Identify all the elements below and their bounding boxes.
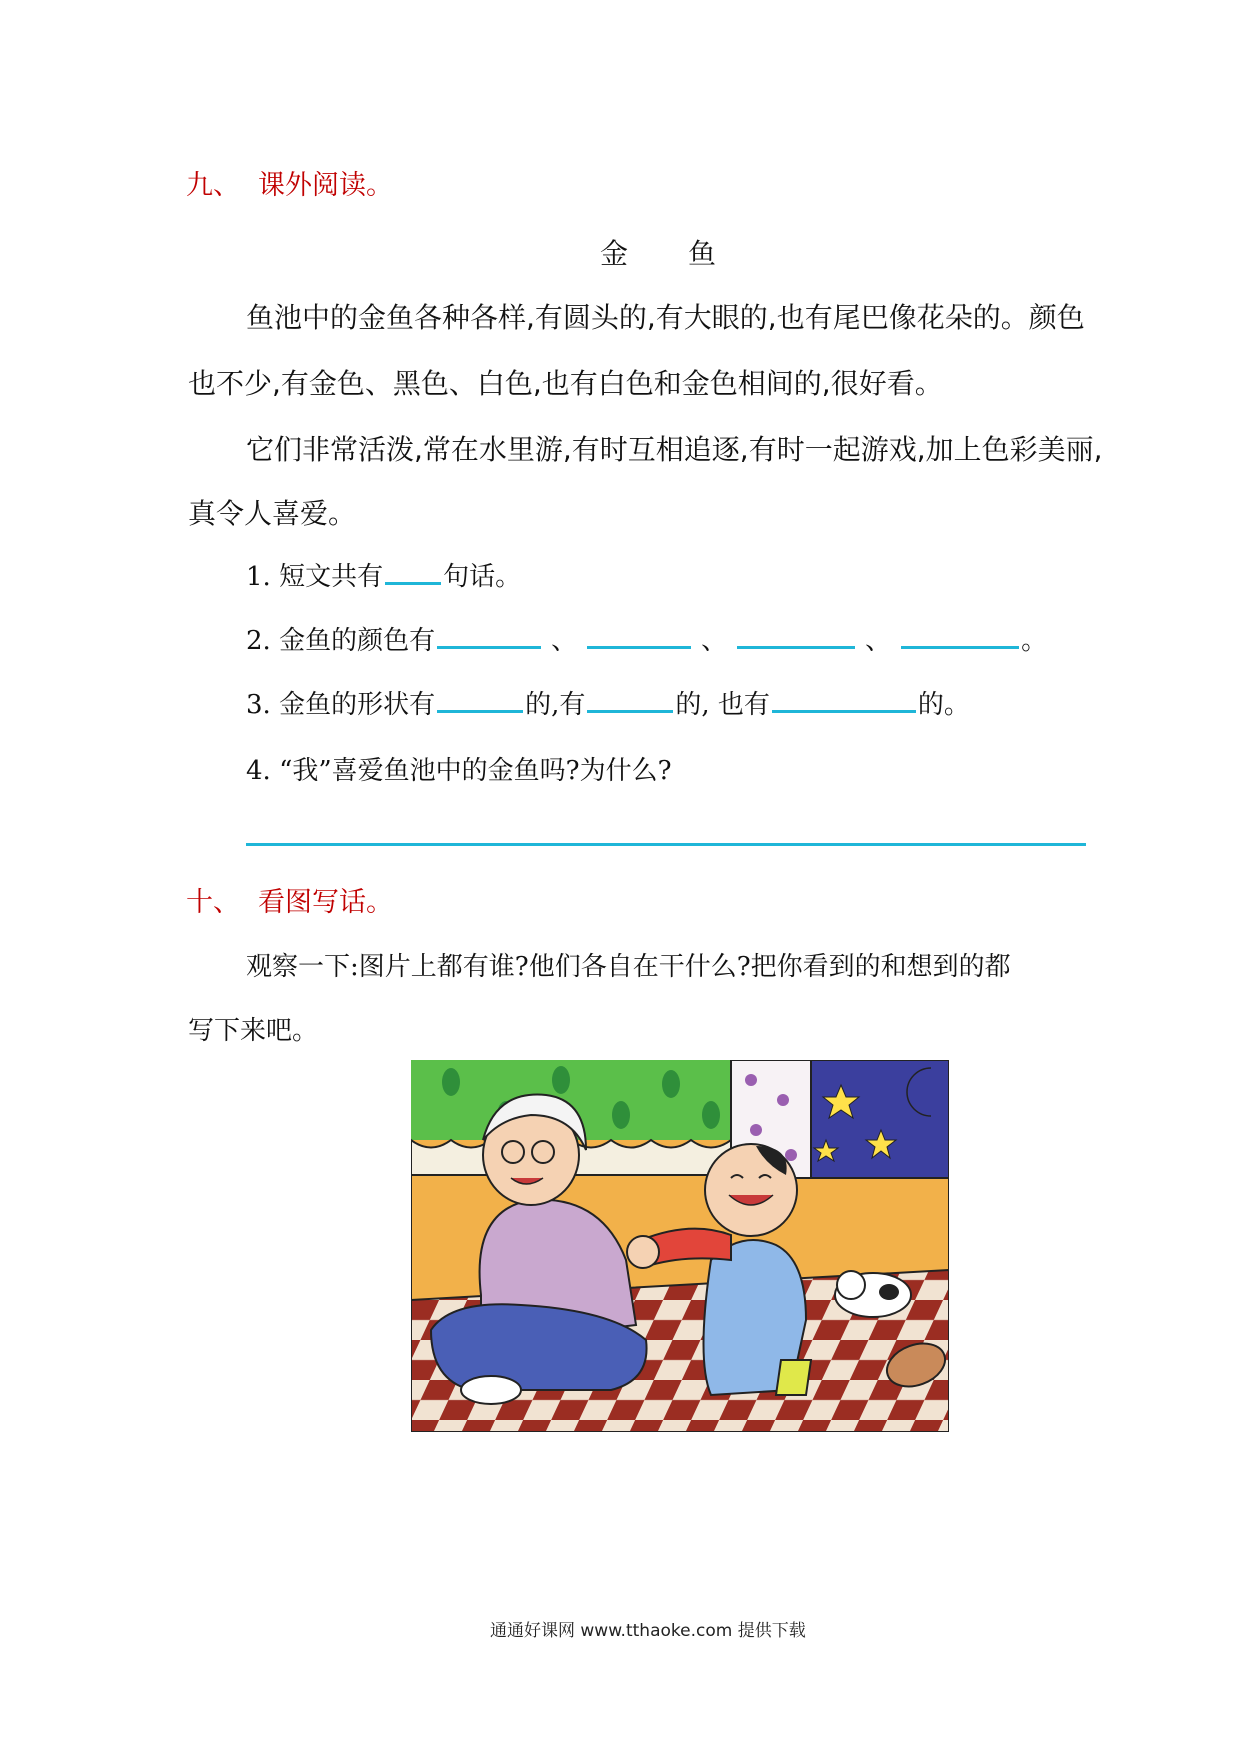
question-3 bbox=[246, 684, 970, 721]
question-3-end: 的。 bbox=[917, 690, 970, 720]
story-title-char-1: 金 bbox=[600, 237, 631, 270]
instruction-line-1: 观察一下:图片上都有谁?他们各自在干什么?把你看到的和想到的都 bbox=[246, 952, 1011, 982]
section-10-number: 十、 bbox=[186, 887, 240, 918]
question-2-separator: 、 bbox=[865, 626, 892, 656]
section-9-heading bbox=[186, 163, 393, 202]
answer-blank-color-2[interactable] bbox=[587, 620, 691, 649]
question-3-prefix: 3. 金鱼的形状有 bbox=[246, 690, 436, 720]
question-1-suffix: 句话。 bbox=[443, 562, 522, 592]
story-title bbox=[600, 232, 718, 272]
question-1-prefix: 1. 短文共有 bbox=[246, 562, 384, 592]
section-10-title: 看图写话。 bbox=[258, 887, 393, 918]
section-10-heading bbox=[186, 880, 393, 919]
paragraph-1-line-1: 鱼池中的金鱼各种各样,有圆头的,有大眼的,也有尾巴像花朵的。颜色 bbox=[246, 301, 1085, 334]
section-9-title: 课外阅读。 bbox=[258, 170, 393, 201]
question-1 bbox=[246, 556, 521, 593]
answer-blank-color-1[interactable] bbox=[437, 620, 541, 649]
answer-blank-shape-2[interactable] bbox=[587, 684, 673, 713]
question-2 bbox=[246, 620, 1047, 657]
story-title-char-2: 鱼 bbox=[688, 237, 719, 270]
question-2-separator: 、 bbox=[551, 626, 578, 656]
question-2-separator: 、 bbox=[701, 626, 728, 656]
paragraph-2-line-2: 真令人喜爱。 bbox=[188, 497, 357, 530]
question-3-part-2: 的, 也有 bbox=[675, 690, 770, 720]
answer-blank-color-4[interactable] bbox=[901, 620, 1019, 649]
paragraph-1-line-2: 也不少,有金色、黑色、白色,也有白色和金色相间的,很好看。 bbox=[188, 367, 943, 400]
question-3-part-1: 的,有 bbox=[525, 690, 586, 720]
question-4: 4. “我”喜爱鱼池中的金鱼吗?为什么? bbox=[246, 756, 672, 786]
footer-source: 通通好课网 www.tthaoke.com 提供下载 bbox=[490, 1621, 806, 1641]
answer-blank-shape-3[interactable] bbox=[772, 684, 916, 713]
question-2-prefix: 2. 金鱼的颜色有 bbox=[246, 626, 436, 656]
answer-blank-color-3[interactable] bbox=[737, 620, 855, 649]
section-9-number: 九、 bbox=[186, 170, 240, 201]
paragraph-2-line-1: 它们非常活泼,常在水里游,有时互相追逐,有时一起游戏,加上色彩美丽, bbox=[246, 433, 1103, 466]
answer-blank-sentence-count[interactable] bbox=[385, 556, 441, 585]
illustration-grandma-and-child bbox=[411, 1060, 949, 1432]
instruction-line-2: 写下来吧。 bbox=[188, 1016, 319, 1046]
answer-blank-shape-1[interactable] bbox=[437, 684, 523, 713]
answer-line-question-4[interactable] bbox=[246, 843, 1086, 846]
question-2-end: 。 bbox=[1021, 626, 1048, 656]
